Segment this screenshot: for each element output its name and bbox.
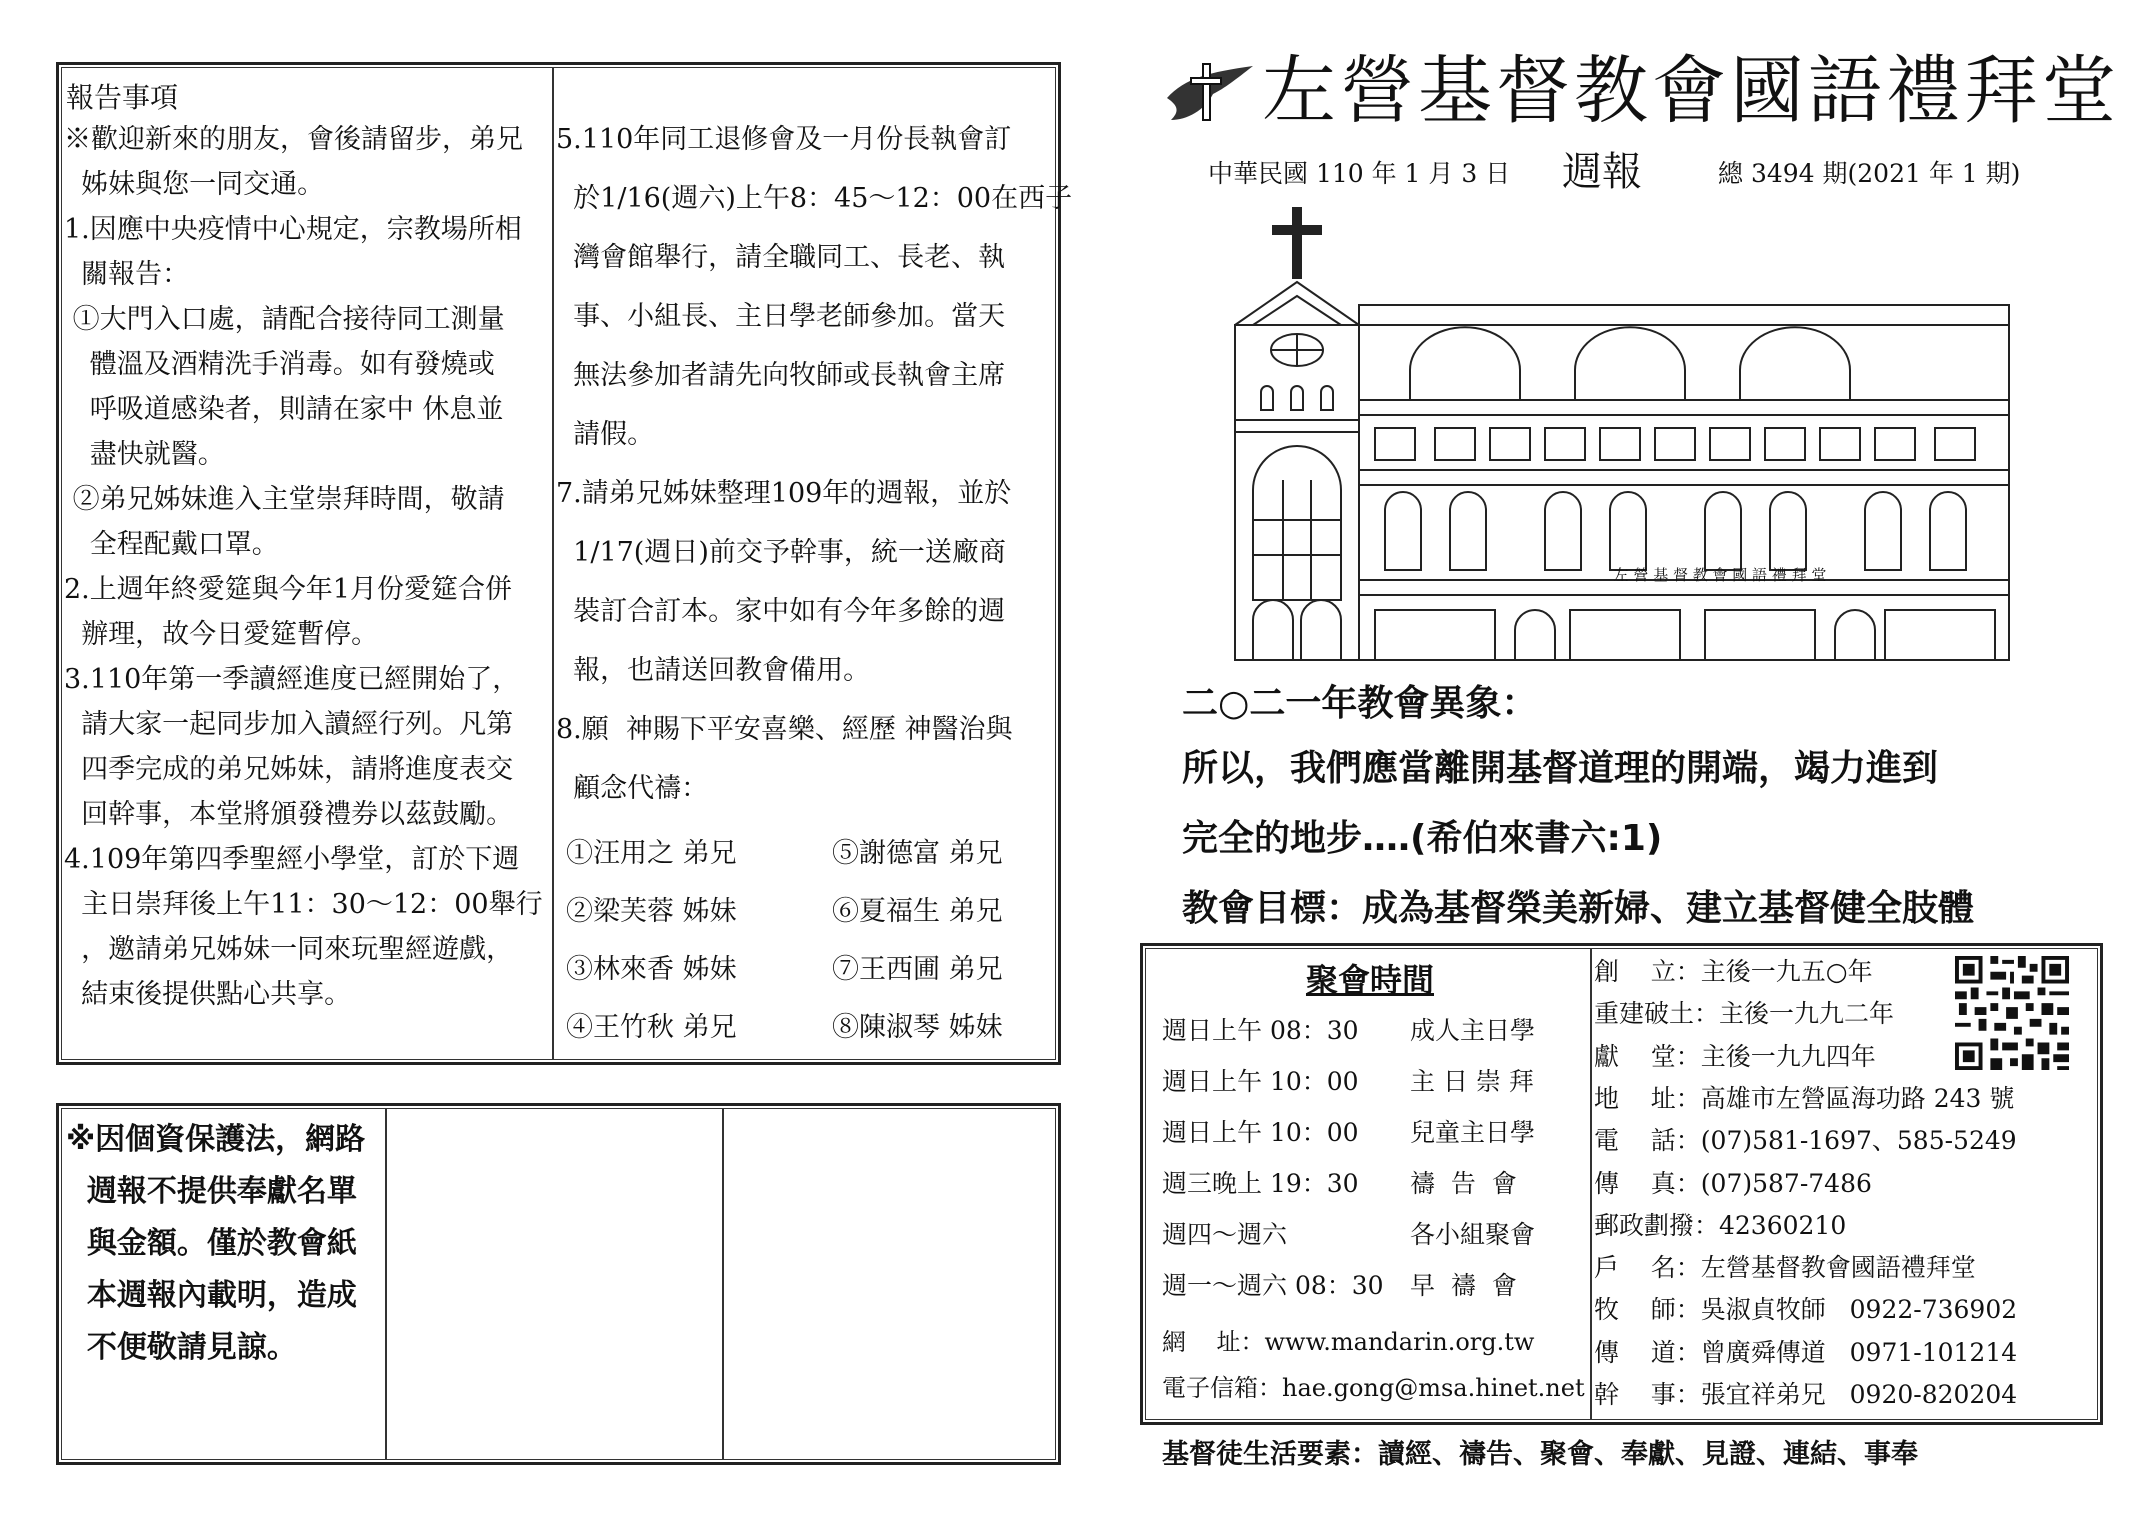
announcement-line: 5.110年同工退修會及一月份長執會訂: [556, 124, 1012, 155]
prayer-name: ⑤謝德富 弟兄: [832, 838, 1003, 869]
building-sign: 左 營 基 督 教 會 國 語 禮 拜 堂: [1613, 566, 1827, 584]
announcement-line: 1.因應中央疫情中心規定，宗教場所相: [64, 214, 522, 245]
announcement-line: 請大家一起同步加入讀經行列。凡第: [64, 709, 514, 740]
meeting-time: 週日上午 10：00: [1162, 1067, 1359, 1096]
church-info-row: 郵政劃撥：42360210: [1594, 1210, 1847, 1240]
info-divider: [1590, 948, 1592, 1420]
meeting-time: 週一～週六 08：30: [1162, 1271, 1384, 1300]
vision-verse-line-2: 完全的地步‥‥(希伯來書六:1): [1182, 818, 1663, 859]
prayer-name: ⑧陳淑琴 姊妹: [832, 1012, 1003, 1043]
church-info-row: 傳 真：(07)587-7486: [1594, 1168, 1872, 1198]
meeting-name: 主 日 崇 拜: [1410, 1067, 1534, 1096]
announcement-line: 主日崇拜後上午11：30～12：00舉行: [64, 889, 543, 920]
church-info-row: 傳 道：曾廣舜傳道 0971-101214: [1594, 1337, 2018, 1367]
announcement-line: 2.上週年終愛筵與今年1月份愛筵合併: [64, 574, 512, 605]
prayer-name: ③林來香 姊妹: [566, 954, 737, 985]
bulletin-label: 週報: [1562, 149, 1642, 195]
privacy-note-line: 不便敬請見諒。: [66, 1330, 297, 1365]
privacy-divider-2: [722, 1108, 724, 1460]
church-info-row: 牧 師：吳淑貞牧師 0922-736902: [1594, 1295, 2018, 1325]
church-info-row: 電 話：(07)581-1697、585-5249: [1594, 1126, 2017, 1156]
announcement-line: 無法參加者請先向牧師或長執會主席: [556, 360, 1006, 391]
announcements-divider: [552, 67, 554, 1060]
announcement-line: 結束後提供點心共享。: [64, 979, 352, 1010]
announcement-line: 灣會館舉行，請全職同工、長老、執: [556, 242, 1006, 273]
bulletin-date: 中華民國 110 年 1 月 3 日: [1208, 159, 1511, 188]
announcement-line: ②弟兄姊妹進入主堂崇拜時間，敬請: [64, 484, 505, 515]
announcement-line: 1/17(週日)前交予幹事，統一送廠商: [556, 537, 1006, 568]
announcement-line: 呼吸道感染者，則請在家中 休息並: [64, 394, 504, 425]
announcement-line: 關報告：: [64, 259, 190, 290]
prayer-name: ⑦王西圃 弟兄: [832, 954, 1003, 985]
prayer-name: ①汪用之 弟兄: [566, 838, 737, 869]
prayer-name: ②梁芙蓉 姊妹: [566, 896, 737, 927]
meeting-name: 兒童主日學: [1410, 1118, 1536, 1147]
announcement-line: 顧念代禱：: [556, 773, 709, 804]
announcements-heading: 報告事項: [66, 81, 179, 114]
vision-verse-line-1: 所以，我們應當離開基督道理的開端，竭力進到: [1182, 748, 1939, 789]
meeting-time: 週日上午 10：00: [1162, 1118, 1359, 1147]
church-info-row: 重建破土：主後一九九二年: [1594, 999, 1895, 1029]
privacy-note-line: ※因個資保護法，網路: [66, 1122, 366, 1157]
email-link[interactable]: 電子信箱：hae.gong@msa.hinet.net: [1162, 1374, 1585, 1402]
announcement-line: 報，也請送回教會備用。: [556, 655, 871, 686]
church-info-row: 戶 名：左營基督教會國語禮拜堂: [1594, 1253, 1976, 1283]
church-goal: 教會目標：成為基督榮美新婦、建立基督健全肢體: [1182, 888, 1975, 929]
meeting-name: 早 禱 會: [1410, 1271, 1517, 1300]
announcement-line: 事、小組長、主日學老師參加。當天: [556, 301, 1006, 332]
privacy-note-line: 本週報內載明，造成: [66, 1278, 357, 1313]
announcement-line: 4.109年第四季聖經小學堂，訂於下週: [64, 844, 520, 875]
website-link[interactable]: 網 址：www.mandarin.org.tw: [1162, 1328, 1535, 1356]
announcement-line: 辦理，故今日愛筵暫停。: [64, 619, 379, 650]
meeting-name: 各小組聚會: [1410, 1220, 1536, 1249]
privacy-divider-1: [385, 1108, 387, 1460]
announcement-line: 全程配戴口罩。: [64, 529, 279, 560]
announcement-line: 8.願 神賜下平安喜樂、經歷 神醫治與: [556, 714, 1013, 745]
church-info-row: 獻 堂：主後一九九四年: [1594, 1041, 1876, 1071]
meetings-heading: 聚會時間: [1305, 961, 1434, 999]
church-name-title: 左營基督教會國語禮拜堂: [1262, 48, 2120, 134]
meeting-name: 禱 告 會: [1410, 1169, 1517, 1198]
announcement-line: 於1/16(週六)上午8：45～12：00在西子: [556, 183, 1073, 214]
announcement-line: 3.110年第一季讀經進度已經開始了，: [64, 664, 520, 695]
meeting-time: 週四～週六: [1162, 1220, 1288, 1249]
meeting-name: 成人主日學: [1410, 1016, 1536, 1045]
announcement-line: 姊妹與您一同交通。: [64, 169, 325, 200]
meeting-time: 週日上午 08：30: [1162, 1016, 1359, 1045]
announcement-line: 四季完成的弟兄姊妹，請將進度表交: [64, 754, 514, 785]
bulletin-issue: 總 3494 期(2021 年 1 期): [1718, 159, 2021, 188]
church-info-row: 幹 事：張宜祥弟兄 0920-820204: [1594, 1380, 2018, 1409]
qr-code-icon: [1955, 956, 2069, 1070]
vision-title: 二○二一年教會異象：: [1182, 683, 1538, 724]
church-logo-icon: [1165, 58, 1255, 128]
meeting-time: 週三晚上 19：30: [1162, 1169, 1359, 1198]
prayer-name: ⑥夏福生 弟兄: [832, 896, 1003, 927]
christian-life-essentials: 基督徒生活要素：讀經、禱告、聚會、奉獻、見證、連結、事奉: [1162, 1439, 1918, 1470]
announcement-line: 體溫及酒精洗手消毒。如有發燒或: [64, 349, 495, 380]
announcement-line: ※歡迎新來的朋友，會後請留步，弟兄: [64, 124, 523, 155]
announcement-line: 盡快就醫。: [64, 439, 225, 470]
church-building-illustration: [1225, 200, 2015, 665]
announcement-line: ①大門入口處，請配合接待同工測量: [64, 304, 505, 335]
announcement-line: 請假。: [556, 419, 655, 450]
announcement-line: 7.請弟兄姊妹整理109年的週報，並於: [556, 478, 1012, 509]
privacy-note-line: 與金額。僅於教會紙: [66, 1226, 357, 1261]
church-info-row: 創 立：主後一九五○年: [1594, 957, 1873, 986]
announcement-line: 回幹事，本堂將頒發禮券以茲鼓勵。: [64, 799, 514, 830]
prayer-name: ④王竹秋 弟兄: [566, 1012, 737, 1043]
privacy-note-line: 週報不提供奉獻名單: [66, 1174, 357, 1209]
announcement-line: 裝訂合訂本。家中如有今年多餘的週: [556, 596, 1006, 627]
announcement-line: ，邀請弟兄姊妹一同來玩聖經遊戲，: [64, 934, 514, 965]
church-info-row: 地 址：高雄市左營區海功路 243 號: [1594, 1083, 2015, 1113]
